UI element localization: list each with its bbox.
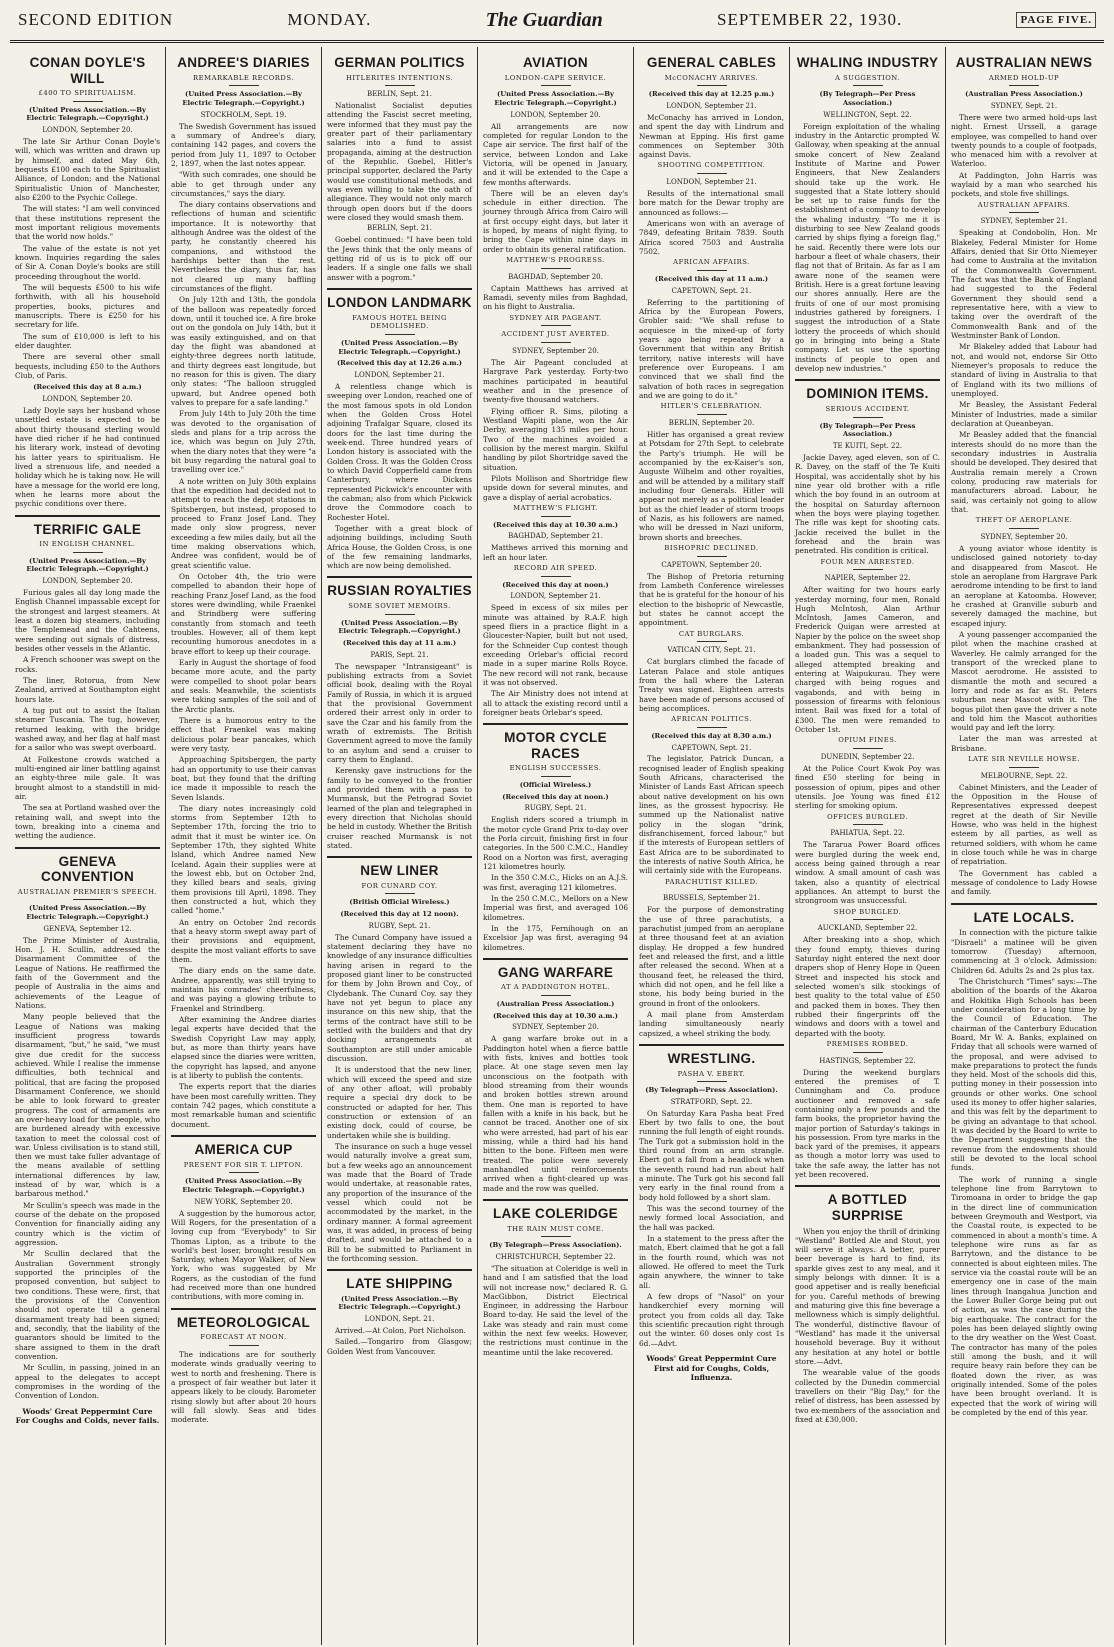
dateline: SYDNEY, Sept. 21. (990, 101, 1058, 110)
column-1 (10, 47, 166, 1645)
paragraph: Early in August the shortage of food became more acute, and the party were compelled to shoot polar bears and seals. Meanwhile, the scientists were taking samples of the soil and of the Arctic plants. (171, 657, 316, 714)
paragraph: The sea at Portland washed over the retaining wall, and swept into the town, breaking into a cinema and wetting the audience. (15, 803, 160, 841)
credit: (United Press Association.—By Electric Telegraph.—Copyright.) (26, 556, 149, 574)
column-3 (322, 47, 478, 1645)
credit: (United Press Association.—By Electric Telegraph.—Copyright.) (338, 1294, 461, 1312)
credit: (United Press Association.—By Electric Telegraph.—Copyright.) (182, 90, 305, 107)
headline: MOTOR CYCLE RACES (483, 723, 628, 761)
paragraph: Mr Scullin declared that the Australian Government strongly supported the principles of the proposed convention, but subject to two conditions. These were, first, that the provisions of the Convention should not operate till a general disarmament treaty had been signed; and, secondly, that the liability of the guarantors should be limited to the share assigned to them in the draft convention. (15, 1249, 160, 1362)
credit: (United Press Association.—By Electric Telegraph.—Copyright.) (338, 338, 461, 356)
headline: TERRIFIC GALE (15, 515, 160, 538)
paragraph: Mr Blakeley added that Labour had not, and would not, endorse Sir Otto Niemeyer's proposals to reduce the standard of living in Australia to that of England with its two millions of unemployed. (951, 342, 1097, 399)
paragraph: A suggestion by the humorous actor, Will Rogers, for the presentation of a loving cup from "Everybody" to Sir Thomas Lipton, as a tribute to the world's best loser, brought results on Saturday, when Mayor Walker, of New York, who was suggested by Mr Rogers, as the custodian of the fund had received more than one hundred contributions, with more coming in. (171, 1208, 316, 1302)
credit: (By Telegraph—Press Association). (489, 1241, 622, 1250)
credit: (United Press Association.—By Electric Telegraph.—Copyright.) (494, 90, 617, 107)
article-russian-royalties (327, 576, 472, 850)
article-dominion-items (795, 379, 940, 1179)
dateline: SYDNEY, September 20. (512, 347, 599, 356)
dateline: LONDON, September 20. (42, 394, 133, 403)
subheadline: AUSTRALIAN PREMIER'S SPEECH. (15, 888, 160, 901)
paragraph: Approaching Spitsbergen, the party had an opportunity to use their canvas boat, but they found that the drifting ice made it impossible to reach the Seven Islands. (171, 755, 316, 802)
paragraph: The wearable value of the goods collected by the Dunedin commercial travellers on their "Big Day," for the relief of distress, has been assessed by two ex-members of the association and fixed at £30,000. (795, 1368, 940, 1425)
column-4 (478, 47, 634, 1645)
received-note: (Received this day at 12.26 a.m.) (336, 359, 463, 368)
paragraph: The insurance on such a huge vessel would naturally involve a great sum, but a few weeks ago an announcement was made that the Board of Trade would undertake, at reasonable rates, any proportion of the insurance of the vessel which could not be accommodated by the market, in the ordinary manner. A formal agreement was, it was added, in process of being drafted, and would be attached to a Bill to be submitted to Parliament in the forthcoming session. (327, 1142, 472, 1263)
paragraph: The diary notes increasingly cold storms from September 12th to September 17th, forcing the trio to admit that it must be winter ice. On September 17th, they sighted White Island, which Andree named New Iceland. Again their supplies were at the lowest ebb, but on October 2nd, they killed bears and seals, giving them provisions till April, 1898. They then constructed a hut, which they called "home." (171, 803, 316, 916)
paragraph: Cabinet Ministers, and the Leader of the Opposition in the House of Representatives expressed deepest regret at the death of Sir Neville Howse, who was held in the highest esteem by all parties, as well as returned soldiers, with whom he came in close touch while he was in charge of repatriation. (951, 782, 1097, 867)
received-note: (Received this day at noon.) (502, 580, 609, 589)
advertisement: Woods' Great Peppermint Cure For Coughs and Colds, never fails. (15, 1406, 160, 1426)
dateline: LONDON, September 20. (42, 577, 133, 586)
paragraph: The Air Pageant concluded at Hargrave Park yesterday. Forty-two machines participated in beautiful weather and in the presence of twenty-five thousand watchers. (483, 358, 628, 405)
paragraph: The diary contains observations and reflections of human and scientific importance. It is noteworthy that although Andree was the oldest of the party, he constantly cheered his companions, and withstood the hardships better than the rest. Nevertheless the diary, thus far, has not cleared up many baffling circumstances of the flight. (171, 200, 316, 294)
headline: LATE SHIPPING (327, 1269, 472, 1292)
dateline: BRUSSELS, September 21. (663, 894, 760, 903)
paragraph: Pilots Mollison and Shortridge flew upside down for several minutes, and gave a display of aerial acrobatics. (483, 474, 628, 502)
headline: LONDON LANDMARK (327, 288, 472, 311)
paragraph: The late Sir Arthur Conan Doyle's will, which was written and drawn up by himself, and dated May 6th, bequests £100 each to the Spiritualist Alliance, of London; and the National Spiritualistic Union of Manchester, also £200 to the Psychic College. (15, 137, 160, 203)
article-london-landmark (327, 288, 472, 570)
paragraph: In the 175, Fernihough on an Excelsior Jap was first, averaging 94 kilometres. (483, 923, 628, 952)
dateline: CAPETOWN, September 20. (661, 560, 762, 569)
paragraph: The experts report that the diaries have been most carefully written. They contain 742 pages, which constitute a most remarkable human and scientific document. (171, 1082, 316, 1129)
paragraph: Goebel continued: "I have been told the Jews think that the only means of getting rid of us is to pick off our leaders. If a single one falls we shall answer with a pogrom." (327, 235, 472, 282)
dateline: LONDON, Sept. 21. (364, 1315, 435, 1324)
credit: (By Telegraph—Per Press Association.) (819, 421, 916, 439)
subheadline: HITLER'S CELEBRATION. (639, 402, 784, 415)
subheadline: AT A PADDINGTON HOTEL. (483, 983, 628, 996)
paragraph: Results of the international small bore match for the Dewar trophy are announced as follows:— (639, 189, 784, 217)
paragraph: After waiting for two hours early yesterday morning, four men, Ronald Hugh McIntosh, Alan Arthur McIntosh, James Cameron, and Frederick Quigan were arrested at Napier by the police on the sweet shop embankment. They had possession of a loaded gun. This was a sequel to alleged attempted breaking and entering at Waipukurau. They were charged with being rogues and vagabonds, and with being in possession of firearms with felonious intent. Bail was fixed for a total of £300. The men were remanded to October 1st. (795, 585, 940, 735)
edition: SECOND EDITION (18, 10, 174, 29)
dateline: CAPETOWN, Sept. 21. (671, 286, 752, 295)
paragraph: Mr Scullin, in passing, joined in an appeal to the delegates to accept compromises in the wording of the Convention of London. (15, 1363, 160, 1401)
paragraph: After breaking into a shop, which they found empty, thieves during Saturday night entered the next door drapers shop of Henry Hope in Queen Street and inspected his stock and selected women's silk stockings of best quality to the total value of £50 and packed them in boxes. They then rubbed their fingerprints off the windows and doors with a towel and departed with the booty. (795, 935, 940, 1038)
subheadline: FAMOUS HOTEL BEING DEMOLISHED. (327, 314, 472, 335)
subheadline: PARACHUTIST KILLED. (639, 878, 784, 891)
subheadline: ENGLISH SUCCESSES. (483, 764, 628, 777)
received-note: (Received this day at 10.30 a.m.) (492, 1011, 619, 1020)
paragraph: The work of running a single telephone line from Barrytown to Tiromoana in order to bridge the gap in the direct line of communication between Greymouth and Westport, via the Coastal route, is expected to be commenced in about a month's time. A telephone wire runs as far as Barrytown, and the distance to be connected is about eighteen miles. The service via the coastal route will be an emergency one in case of the main lines through Inangahua Junction and the Lower Buller Gorge being put out of action, as was the case during the big earthquake. The contract for the poles has been delayed slightly owing to the dry weather on the West Coast. The contractor has many of the poles still among the bush, and it will require heavy rain before they can be floated down the river, as was originally intended. Some of the poles have been brought overland. It is expected that the work of wiring will be completed by the end of this year. (951, 1174, 1097, 1417)
article-german-politics (327, 55, 472, 282)
column-6 (790, 47, 946, 1645)
dateline: BERLIN, September 20. (668, 419, 755, 428)
subheadline: REMARKABLE RECORDS. (171, 74, 316, 87)
paragraph: There are several other small bequests, including £50 to the Authors Club, of Paris. (15, 352, 160, 380)
paragraph: A relentless change which is sweeping over London, reached one of the most famous spots in old London when the Golden Cross Hotel adjoining Trafalgar Square, closed its doors for the last time during the week-end. Three hundred years of London history is associated with the Golden Cross. It was the Golden Cross to which David Copperfield came from Canterbury, where Dickens represented Pickwick's encounter with the cabman; also from which Pickwick drove the Commodore coach to Rochester Hotel. (327, 381, 472, 522)
subheadline: SERIOUS ACCIDENT. (795, 405, 940, 418)
paragraph: After examining the Andree diaries legal experts have decided that the Swedish Copyright Law may apply, but, as more than thirty years have elapsed since the diaries were written, the copyright has lapsed, and anyone is at liberty to publish the contents. (171, 1015, 316, 1081)
paragraph: Together with a great block of adjoining buildings, including South Africa House, the Golden Cross, is one of the few remaining landmarks, which are now being demolished. (327, 523, 472, 571)
paragraph: Jackie Davey, aged eleven, son of C. R. Davey, on the staff of the Te Kuiti Hospital, was accidentally shot by his nine year old brother with a rifle which the boy found in an outroom at the hospital on Saturday afternoon when the boys were playing together. The rifle was kept for shooting cats. Jackie received the bullet in the forehead and the brain was penetrated. His condition is critical. (795, 452, 940, 556)
dateline: SYDNEY, September 20. (980, 532, 1068, 541)
headline: LAKE COLERIDGE (483, 1199, 628, 1222)
headline: RUSSIAN ROYALTIES (327, 576, 472, 599)
paragraph: Flying officer R. Sims, piloting a Westland Wapiti plane, won the Air Derby, averaging 135 miles per hour. Two of the machines avoided a collision by the merest margin. Skilful handling by pilot Shortridge saved the situation. (483, 406, 628, 472)
paragraph: There were two armed hold-ups last night. Ernest Urssell, a garage employee, was compelled to hand over twenty pounds to a couple of footpads, who menaced him with a revolver at Waterloo. (951, 112, 1097, 169)
subheadline: AFRICAN AFFAIRS. (639, 258, 784, 271)
paragraph: Many people believed that the League of Nations was making insufficient progress towards disarmament, "but," he said, "we must give due credit for the success achieved. While I realise the immense difficulties, both technical and political, that are facing the proposed Disarmament Conference, we should be able to look forward to greater progress. The cost of armaments are an over-heavy load for the people, who are burdened already with excessive taxation to meet the colossal cost of war. Unless civilisation is to stand still, then we must take fuller advantage of the means available of settling international differences by law, instead of by war, which is a barbarous method." (15, 1012, 160, 1199)
paragraph: The legislator, Patrick Duncan, a recognised leader of English speaking South Africans, characterised the Minister of Lands East African speech about native development on his own lines, as the grossest hypocrisy. He summed up the Nationalist native policy in the slogan "drink, disfranchisement, forced labour," but if the interests of European settlers of East Africa are to be subordinated to the interests of native South Africa, he will certainly side with the Europeans. (639, 754, 784, 876)
headline: CONAN DOYLE'S WILL (29, 55, 146, 86)
masthead (10, 0, 1104, 43)
paragraph: At Paddington, John Harris was waylaid by a man who searched his pockets, and stole five shillings. (951, 170, 1097, 199)
advertisement-text: A few drops of "Nasol" on your handkerchief every morning will protect you from colds all day. Take this scientific precaution right through out the winter. 60 doses only cost 1s 6d.—Advt. (639, 1292, 784, 1348)
credit: (By Telegraph—Per Press Association.) (819, 90, 916, 107)
dateline: MELBOURNE, Sept. 22. (980, 771, 1068, 780)
subheadline: MATTHEW'S PROGRESS. (483, 256, 628, 269)
dateline: WELLINGTON, Sept. 22. (823, 110, 912, 119)
received-note: (Received this day at 10.30 a.m.) (492, 520, 619, 529)
subheadline: SYDNEY AIR PAGEANT. (483, 314, 628, 327)
paragraph: It is understood that the new liner, which will exceed the speed and size of any other afloat, will probably require a special dry dock to be constructed or adapted for her. This construction or extension of an existing dock, could of course, be undertaken while she is building. (327, 1065, 472, 1140)
subheadline: LONDON-CAPE SERVICE. (483, 74, 628, 87)
dateline: CAPETOWN, Sept. 21. (671, 743, 752, 752)
paragraph: English riders scored a triumph in the motor cycle Grand Prix to-day over the Porla circuit, finishing first in four categories. In the 500 C.M.C., Handley Rood on a Norton was first, averaging 121 kilometres hourly. (483, 815, 628, 871)
paragraph: Later the man was arrested at Brisbane. (951, 734, 1097, 753)
credit: (United Press Association.—By Electric Telegraph.—Copyright.) (182, 1177, 305, 1194)
paragraph: The value of the estate is not yet known. Inquiries regarding the sales of Sir A. Conan Doyle's books are still proceeding throughout the world. (15, 243, 160, 281)
dateline: VATICAN CITY, Sept. 21. (667, 646, 756, 655)
credit: (British Official Wireless.) (349, 898, 450, 907)
subheadline: FOR CUNARD COY. (327, 882, 472, 895)
paragraph: "The situation at Coleridge is well in hand and I am satisfied that the load will not increase now," declared R. G. MacGibbon, District Electrical Engineer, in addressing the Harbour Board to-day. He said the level of the Lake was steady and rain must come within the next few weeks. However, the restrictions must continue in the meantime until the lake recovered. (483, 1263, 628, 1357)
advertisement: Woods' Great Peppermint Cure First aid for Coughs, Colds, Influenza. (646, 1354, 777, 1383)
paragraph: A gang warfare broke out in a Paddington hotel when a fierce battle with fists, knives and bottles took place. At one stage seven men lay unconscious on the footpath with blood streaming from their wounds and broken bottles strewn around them. One man is reported to have fallen with a knife in his back, but he cannot be traced. Another one of six who were arrested, had part of his ear missing, while a third had his hand bitten to the bone. Fifteen men were treated. The police were severely manhandled until reinforcements arrived when a fight-cleared up was made and the row was quelled. (483, 1034, 628, 1193)
paragraph: During the weekend burglars entered the premises of T. Cunningham and Co. produce auctioneer and removed a safe containing only a few pounds and the farm books, the proprietor having the major portion of Saturday's takings in his possession. From tyre marks in the back yard of the premises, it appears as though a motor lorry was used to take the safe away, the latter has not yet been recovered. (795, 1067, 940, 1180)
paragraph: In the 250 C.M.C., Mellors on a New Imperial was first, and averaged 106 kilometres. (483, 893, 628, 922)
dateline: LONDON, September 21. (666, 101, 757, 110)
paragraph: Referring to the partitioning of Africa by the European Powers, Grobler said: "We shall refuse to acquiesce in the mixed-up of forty years ago being repeated by a Government that within any British territory, native interests will have preference over Europeans. I am convinced that we shall find the salvation of both races in segregation and we are going to do it." (639, 297, 784, 401)
paragraph: Americans won with an average of 7849, defeating Britain 7839. South Africa scored 7503 and Australia 7502. (639, 219, 784, 257)
article-new-liner (327, 856, 472, 1263)
received-note: (Received this day at 11 a.m.) (342, 639, 457, 648)
article-terrific-gale (15, 515, 160, 841)
subheadline: RECORD AIR SPEED. (483, 564, 628, 577)
dateline: RUGBY, Sept. 21. (524, 804, 587, 813)
article-australian-news (951, 55, 1097, 897)
paragraph: Speaking at Condobolin, Hon. Mr Blakeley, Federal Minister for Home Affairs, denied that Sir Otto Niemeyer had come to Australia at the invitation of the Commonwealth Government. The fact was that the Bank of England had suggested to the Federal Government they should send a representative here, with a view to taking over the overdraft of the Commonwealth Bank and of the Westminster Bank of London. (951, 228, 1097, 341)
dateline: DUNEDIN, September 22. (820, 753, 915, 762)
dateline: PAHIATUA, Sept. 22. (830, 829, 905, 838)
paragraph: A young aviator whose identity is undisclosed gained notoriety to-day and disappeared from Mascot. He stole an aeroplane from Hargrave Park aerodrome intending to be first to land an aeroplane at Katoomba. However, he crashed at Granville suburb and severely damaged the machine, but escaped injury. (951, 543, 1097, 628)
paragraph: On October 4th, the trio were compelled to abandon their hope of reaching Franz Josef Land, as the food stores were dwindling, while Fraenkel and Strindberg were suffering constantly from stomach and teeth troubles. However, all of them kept recounting humorous anecdotes in a brave effort to keep up their courage. (171, 571, 316, 656)
dateline: BERLIN, Sept. 21. (367, 224, 432, 233)
dateline: PARIS, Sept. 21. (370, 650, 429, 659)
paragraph: Arrived.—At Colon, Port Nicholson. (335, 1326, 466, 1336)
credit: (United Press Association.—By Electric Telegraph.—Copyright.) (338, 618, 461, 636)
dateline: AUCKLAND, September 22. (817, 924, 918, 933)
subheadline: FOUR MEN ARRESTED. (795, 558, 940, 571)
paper-title: The Guardian (485, 8, 603, 31)
paragraph: There is a humorous entry to the effect that Fraenkel was making delicious polar bear pancakes, which were very tasty. (171, 715, 316, 753)
paragraph: A note written on July 30th explains that the expedition had decided not to attempt to reach the depot stations in Spitsbergen, but instead, proposed to proceed to Franz Josef Land. They made only slow progress, never exceeding a few miles daily, but all the time making observations which, Andree was confident, would be of great scientific value. (171, 476, 316, 570)
subheadline: ACCIDENT JUST AVERTED. (483, 330, 628, 343)
dateline: RUGBY, Sept. 21. (368, 921, 431, 930)
dateline: TE KUITI, Sept. 22. (832, 441, 903, 450)
received-note: (Received this day at 12.25 p.m.) (648, 90, 775, 99)
headline: GENERAL CABLES (646, 55, 777, 70)
paragraph: Mr Beasley, the Assistant Federal Minister of Industries, made a similar declaration at Queanbeyan. (951, 400, 1097, 428)
dateline: STRATFORD, Sept. 22. (670, 1097, 753, 1106)
paragraph: Nationalist Socialist deputies attending the Fascist secret meeting, were informed that they must pay the greater part of their parliamentary salaries into a fund to assist propaganda, aiming at the destruction of the Republic. Goebel, Hitler's principal supporter, declared the Party would use constitutional methods, and was even willing to take the oath of allegiance. They would not only march through open doors but if the doors were closed they would smash them. (327, 101, 472, 223)
dateline: LONDON, September 20. (510, 110, 601, 119)
paragraph: Speed in excess of six miles per minute was attained by R.A.F. high speed fliers in a practice flight in a Gloucester-Napier, built but not used, for the Schneider Cup contest though exceeding Orlebar's official record made in a super marine Rolls Royce. The new record will not rank, because it was not observed. (483, 603, 628, 687)
paragraph: The Cunard Company have issued a statement declaring they have no knowledge of any insurance difficulties having arisen in regard to the proposed giant liner to be constructed for them by John Brown and Coy., of Clydebank. The Cunard Coy. say they have not yet begun to place any insurance on this new ship, that the terms of the contract have still to be settled with the builders and that dry docking arrangements at Southampton are still under amicable discussion. (327, 932, 473, 1064)
article-late-shipping (327, 1269, 472, 1356)
subheadline: THEFT OF AEROPLANE. (951, 516, 1097, 529)
paragraph: When you enjoy the thrill of drinking "Westland" Bottled Ale and Stout, you will serve it always. A better, purer beer beverage is hard to find, its sparkle gives zest to any meal, and it simply belongs with dinner. It is a good appetiser and is really beneficial for you. Careful methods of brewing and maturing give this fine beverage a mellowness which is simply delightful. The wonderful, distinctive flavour of "Westland" has made it the universal household beverage. Buy it without any hesitation at any hotel or bottle store.—Advt. (795, 1226, 940, 1367)
article-general-cables (639, 55, 784, 1038)
dateline: SYDNEY, September 20. (512, 1023, 599, 1032)
dateline: BAGHDAD, September 20. (508, 272, 603, 281)
paragraph: The newspaper "Intransigeant" is publishing extracts from a Soviet official book, dealing with the Royal Family of Russia, in which it is argued that the provisional Government ordered their arrest only in order to save the Czar and his family from the wrath of extremists. The British Government agreed to move the family to an asylum and send a cruiser to carry them to England. (327, 661, 472, 764)
column-7 (946, 47, 1102, 1645)
subheadline: HITLERITES INTENTIONS. (327, 74, 472, 87)
paragraph: This was the second tourney of the newly formed local Association, and the hall was packed. (639, 1204, 784, 1232)
received-note: (Received this day at 11 a.m.) (654, 275, 769, 284)
received-note: (Received this day at 8 a.m.) (33, 383, 142, 392)
received-note: (Received this day at 12 noon). (340, 910, 459, 919)
paragraph: McConachy has arrived in London, and spent the day with Lindrum and Newman at Epping. His first game commences on September 30th against Davis. (639, 112, 784, 160)
paragraph: The will bequests £500 to his wife forthwith, with all his household properties, books, pictures and manuscripts. There is £250 for his secretary for life. (15, 282, 160, 330)
article-whaling-industry (795, 55, 940, 373)
paragraph: Mr Scullin's speech was made in the course of the debate on the proposed Convention for financially aiding any country which is the victim of aggression. (15, 1200, 160, 1248)
article-america-cup (171, 1135, 316, 1302)
article-geneva-convention (15, 847, 160, 1426)
subheadline: PASHA V. EBERT. (639, 1070, 784, 1083)
subheadline: LATE SIR NEVILLE HOWSE. (951, 755, 1097, 768)
paragraph: Sailed.—Tongariro from Glasgow; Golden West from Vancouver. (327, 1337, 472, 1356)
paragraph: All arrangements are now completed for regular London to the Cape air service. The first half of the service, between London and Lake Victoria, will be opened in January, and it will be extended to the Cape a few months afterwards. (483, 121, 628, 187)
headline: LATE LOCALS. (951, 903, 1097, 926)
date: SEPTEMBER 22, 1930. (717, 10, 903, 29)
dateline: SYDNEY, September 21. (980, 217, 1068, 226)
subheadline: SOME SOVIET MEMOIRS. (327, 602, 472, 615)
dateline: STOCKHOLM, Sept. 19. (200, 110, 287, 119)
headline: NEW LINER (327, 856, 472, 879)
dateline: LONDON, September 21. (354, 370, 445, 379)
day: MONDAY. (287, 10, 372, 29)
paragraph: The Government has cabled a message of condolence to Lady Howse and family. (951, 868, 1097, 897)
headline: WRESTLING. (639, 1044, 784, 1067)
paragraph: Kerensky gave instructions for the family to be conveyed to the frontier and provided them with a pass to Murmansk, but the Petrograd Soviet learned of the plan and telegraphed in every direction that Nicholas should be held in custody. Whether the British cruiser reached Murmansk is not stated. (327, 766, 472, 850)
paragraph: The Air Ministry does not intend at all to attack the existing record until a foreigner beats Orlebar's speed. (483, 689, 628, 717)
article-aviation (483, 55, 628, 717)
paragraph: The liner, Rotorua, from New Zealand, arrived at Southampton eight hours late. (15, 675, 160, 704)
dateline: LONDON, September 21. (510, 592, 601, 601)
paragraph: Hitler has organised a great review at Potsdam for 27th Sept. to celebrate the Party's triumph. He will be accompanied by the ex-Kaiser's son, Auguste Wilhelm and other royalties, and will be attended by a military staff including four Generals. Hitler will appear not merely as a political leader but as the chief leader of storm troops of Nazis, as his followers are named, who will be dressed in Nazi uniform, brown shorts and breeches. (639, 430, 784, 542)
headline: GENEVA CONVENTION (15, 847, 160, 885)
credit: (By Telegraph—Press Association). (645, 1086, 778, 1095)
paragraph: Mr Beasley added that the financial interests should do no more than the secondary industries in Australia should be developed. They desired that Australia remain merely a Crown colony, producing raw materials for manufacturers abroad. Labour, he said, was certainly not going to allow that. (951, 430, 1097, 514)
paragraph: In the 350 C.M.C., Hicks on an A.J.S. was first, averaging 121 kilometres. (483, 873, 628, 892)
dateline: LONDON, September 20. (42, 126, 133, 135)
paragraph: Furious gales all day long made the English Channel impassable except for the strongest and largest steamers. At least a dozen big steamers, including the Templemead and the Cahteens, were sending out signals of distress, besides other vessels in the Atlantic. (15, 588, 160, 653)
subheadline: BISHOPRIC DECLINED. (639, 544, 784, 557)
paragraph: A mail plane from Amsterdam landing simultaneously nearly capsized, a wheel striking the body. (639, 1010, 784, 1038)
credit: (Australian Press Association.) (965, 90, 1083, 99)
headline: WHALING INDUSTRY (796, 55, 939, 70)
subheadline: AFRICAN POLITICS. (639, 715, 784, 728)
subheadline: FORECAST AT NOON. (171, 1333, 316, 1346)
paragraph: A French schooner was swept on the rocks. (15, 655, 160, 674)
subheadline: THE RAIN MUST COME. (483, 1225, 628, 1238)
paragraph: The Prime Minister of Australia, Hon. J. H. Scullin, addressed the Disarmament Committee of the League of Nations. He reaffirmed the faith of the Government and the people of Australia in the aims and achievements of the League of Nations. (15, 935, 160, 1010)
dateline: NEW YORK, September 20. (194, 1197, 293, 1206)
page-number: PAGE FIVE. (1016, 12, 1096, 28)
subheadline: AUSTRALIAN AFFAIRS. (951, 201, 1097, 214)
subheadline: SHOP BURGLED. (795, 908, 940, 921)
paragraph: For the purpose of demonstrating the use of three parachutists, a parachutist jumped from an aeroplane at three thousand feet at an aviation display. He dropped a few hundred feet and released the first, and a little after released the second. When at a thousand feet, he released the third, which did not open, and he fell like a stone, his body being buried in the ground in front of the onlookers. (639, 905, 784, 1008)
subheadline: MATTHEW'S FLIGHT. (483, 504, 628, 517)
paragraph: At Folkestone crowds watched a multi-engined air liner battling against an eighty-three mile gale. It was brought almost to a standstill in mid-air. (15, 754, 160, 801)
subheadline: OFFICES BURGLED. (795, 813, 940, 826)
article-meteorological (171, 1308, 316, 1425)
subheadline: SHOOTING COMPETITION. (639, 161, 784, 174)
column-5 (634, 47, 790, 1645)
dateline: GENEVA, September 12. (43, 924, 132, 933)
dateline: LONDON, September 21. (666, 178, 757, 187)
dateline: CHRISTCHURCH, September 22. (495, 1252, 616, 1261)
headline: GERMAN POLITICS (334, 55, 465, 70)
article-andree-diaries (171, 55, 316, 1129)
subheadline: OPIUM FINES. (795, 736, 940, 749)
paragraph: Matthews arrived this morning and left an hour later. (483, 543, 628, 562)
subheadline: CAT BURGLARS. (639, 630, 784, 643)
received-note: (Received this day at noon.) (502, 792, 609, 801)
received-note: (Received this day at 8.30 a.m.) (651, 731, 772, 740)
article-late-locals (951, 903, 1097, 1418)
paragraph: The will states: "I am well convinced that these institutions represent the most important religious movements that the world now holds." (15, 204, 160, 242)
paragraph: Lady Doyle says her husband whose unsettled estate is expected to be about thirty thousand sterling would have died richer if he had continued his literary work, instead of devoting his latter years to spiritualism. He lived a strenuous life, and needed a holiday which he is taking now. He will have a message for the world ere long, when he learns more about the psychic conditions over there. (15, 405, 160, 509)
columns (10, 47, 1104, 1645)
paragraph: The Bishop of Pretoria returning from Lambeth Conference wirelesses that he is grateful for the honour of his election to the bishopric of Newcastle, but states he cannot accept the appointment. (639, 571, 784, 628)
subheadline: A SUGGESTION. (795, 74, 940, 87)
headline: GANG WARFARE (483, 958, 628, 981)
paragraph: "With such comrades, one should be able to get through under any circumstances," says the diary. (171, 170, 316, 198)
paragraph: Captain Matthews has arrived at Ramadi, seventy miles from Baghdad, on his flight to Australia. (483, 283, 628, 312)
subheadline: PREMISES ROBBED. (795, 1040, 940, 1053)
article-lake-coleridge (483, 1199, 628, 1357)
dateline: NAPIER, September 22. (824, 574, 911, 583)
subheadline: PRESENT FOR SIR T. LIPTON. (171, 1161, 316, 1174)
paragraph: The Tararua Power Board offices were burgled during the week end, access being gained through a rear window. A small amount of cash was taken, also a quantity of electrical appliances. An attempt to burst the strongroom was unsuccessful. (795, 840, 940, 906)
credit: (United Press Association.—By Electric Telegraph.—Copyright.) (26, 904, 149, 921)
paragraph: The indications are for southerly moderate winds gradually veering to west to north and freshening. There is a prospect of fair weather but later it appears likely to be cloudy. Barometer rising slowly but after about 20 hours will fall slowly. Seas and tides moderate. (171, 1350, 316, 1425)
article-gang-warfare (483, 958, 628, 1193)
paragraph: There will be an eleven day's schedule in either direction. The journey through Africa from Cairo will at first occupy eight days, but later it is hoped, by means of night flying, to bring the Cape within nine days in order to obtain its general ratification. (483, 188, 628, 254)
dateline: HASTINGS, September 22. (819, 1056, 916, 1065)
paragraph: The Swedish Government has issued a summary of Andree's diary, containing 142 pages, and covers the period from July 11, 1897 to October 2, 1897, when the last notes appear. (171, 121, 316, 168)
paragraph: The diary ends on the same date. Andree, apparently, was still trying to maintain his comrades' cheerfulness, and was paying a glowing tribute to Fraenkel and Strindberg. (171, 966, 316, 1013)
paragraph: At the Police Court Kwok Poy was fined £50 sterling for being in possession of opium, pipes and other utensils. Joe Young was fined £12 sterling for smoking opium. (795, 764, 940, 811)
headline: AUSTRALIAN NEWS (955, 55, 1093, 70)
paragraph: A young passenger accompanied the pilot when the machine crashed at Waverley. He calmly arranged for the transport of the wrecked plane to Mascot aerodrome. He assisted to dismantle the moth and secured a lorry and rode as far as St. Peters suburban near Mascot with it. The bogus pilot then gave the driver a note and told him the Mascot authorities would pay and left the lorry. (951, 629, 1097, 733)
paragraph: The Christchurch "Times" says:—The abolition of the boards of the Akaroa and Hokitika High Schools has been under consideration for a long time by the Council of Education. The chairman of the Canterbury Education Board, Mr W. A. Banks, explained on Friday that all schools were warned of the proposal, and were advised to make preparations to protect the funds they held. Most of the schools did this, putting money in their possession into grounds or other works. One school used its money to offer higher salaries, and this was felt by the department to be giving an advantage to that school. It was decided by the Board to write to the Department suggesting that the revenue from the endowments should still be devoted to the local school funds. (951, 976, 1097, 1173)
headline: ANDREE'S DIARIES (177, 55, 310, 70)
dateline: BERLIN, Sept. 21. (367, 90, 432, 99)
paragraph: An entry on October 2nd records that a heavy storm swept away part of their provisions and equipment, despite the most valiant efforts to save them. (171, 917, 316, 965)
paragraph: In connection with the picture talkie "Disraeli" a matinee will be given tomorrow (Tuesday) afternoon, commencing at 3 o'clock. Admission: Children 6d. Adults 2s and 2s plus tax. (951, 928, 1097, 975)
subheadline: £400 TO SPIRITUALISM. (15, 89, 160, 102)
paragraph: Foreign exploitation of the whaling industry in the Antarctic prompted W. Galloway, when speaking at the annual smoke concert of New Zealand Institute of Marine and Power Engineers, that New Zealanders should take up the work. He suggested that a State lottery should be set up to raise funds for the establishment of a company to develop the whaling industry. "To me it is disturbing to see New Zealand goods carried by ships flying a foreign flag," he said. Recently there were lots our harbour a fleet of whale chasers, their flag not that of Britain. As far as I am aware none of the seamen were British. Here is a great fortune leaving our shores annually. Here are the fruits of one of our most promising industries gathered by foreigners. I suggest the introduction of a State lottery the proceeds of which should go in bringing into being a State company. Let us use the sporting instincts of people to open and develop new industries." (795, 121, 940, 374)
headline: AMERICA CUP (171, 1135, 316, 1158)
headline: METEOROLOGICAL (171, 1308, 316, 1331)
credit: (Official Wireless.) (519, 780, 592, 789)
subheadline: IN ENGLISH CHANNEL. (15, 540, 160, 553)
headline: A BOTTLED SURPRISE (795, 1185, 940, 1223)
subheadline: ARMED HOLD-UP (951, 74, 1097, 87)
headline: DOMINION ITEMS. (795, 379, 940, 402)
paragraph: A tug put out to assist the Italian steamer Tuscania. The tug, however, returned leaking, with the bridge washed away, and her flag at half mast for a sailor who was swept overboard. (15, 705, 160, 753)
headline: AVIATION (523, 55, 588, 70)
paragraph: From July 14th to July 20th the time was devoted to the organisation of sleds and plans for a trip across the ice, which was begun on July 27th, when the diary notes that they were "a bit busy regarding the natural goal to travelling over ice." (171, 409, 316, 475)
paragraph: On Saturday Kara Pasha beat Fred Ebert by two falls to one, the bout running the full length of eight rounds. The Turk got a submission hold in the third round from an arm strangle. Ebert got a fall from a headlock when the seventh round had run about half a minute. The Turk got his second fall very early in the final round from a body hold followed by a short slam. (639, 1108, 784, 1202)
paragraph: In a statement to the press after the match, Ebert claimed that he got a fall in the fourth round, which was not allowed. He offered to meet the Turk again anywhere, the winner to take all. (639, 1234, 784, 1290)
article-conan-doyle (15, 55, 160, 509)
column-2 (166, 47, 322, 1645)
dateline: BAGHDAD, September 21. (508, 532, 603, 541)
article-motor-cycle-races (483, 723, 628, 952)
article-bottled-surprise (795, 1185, 940, 1424)
paragraph: On July 12th and 13th, the gondola of the balloon was repeatedly forced down, until it touched ice. A fire broke out on the gondola on July 14th, but it was easily extinguished, and on that day the flight was abandoned at eighty-three degrees north latitude, and thirty degrees east longitude, but no reason for this is given. The diary only states: "The balloon struggled upward, but Andree opened both valves to prepare for a safe landing." (171, 295, 316, 408)
article-wrestling (639, 1044, 784, 1383)
paragraph: Cat burglars climbed the facade of Lateran Palace and stole antiques from the hall where the Lateran Treaty was signed. Eighteen arrests have been made of persons accused of being accomplices. (639, 657, 784, 713)
paragraph: The sum of £10,000 is left to his elder daughter. (15, 331, 160, 350)
credit: (United Press Association.—By Electric Telegraph.—Copyright.) (26, 105, 149, 123)
credit: (Australian Press Association.) (496, 1000, 615, 1009)
subheadline: McCONACHY ARRIVES. (639, 74, 784, 87)
